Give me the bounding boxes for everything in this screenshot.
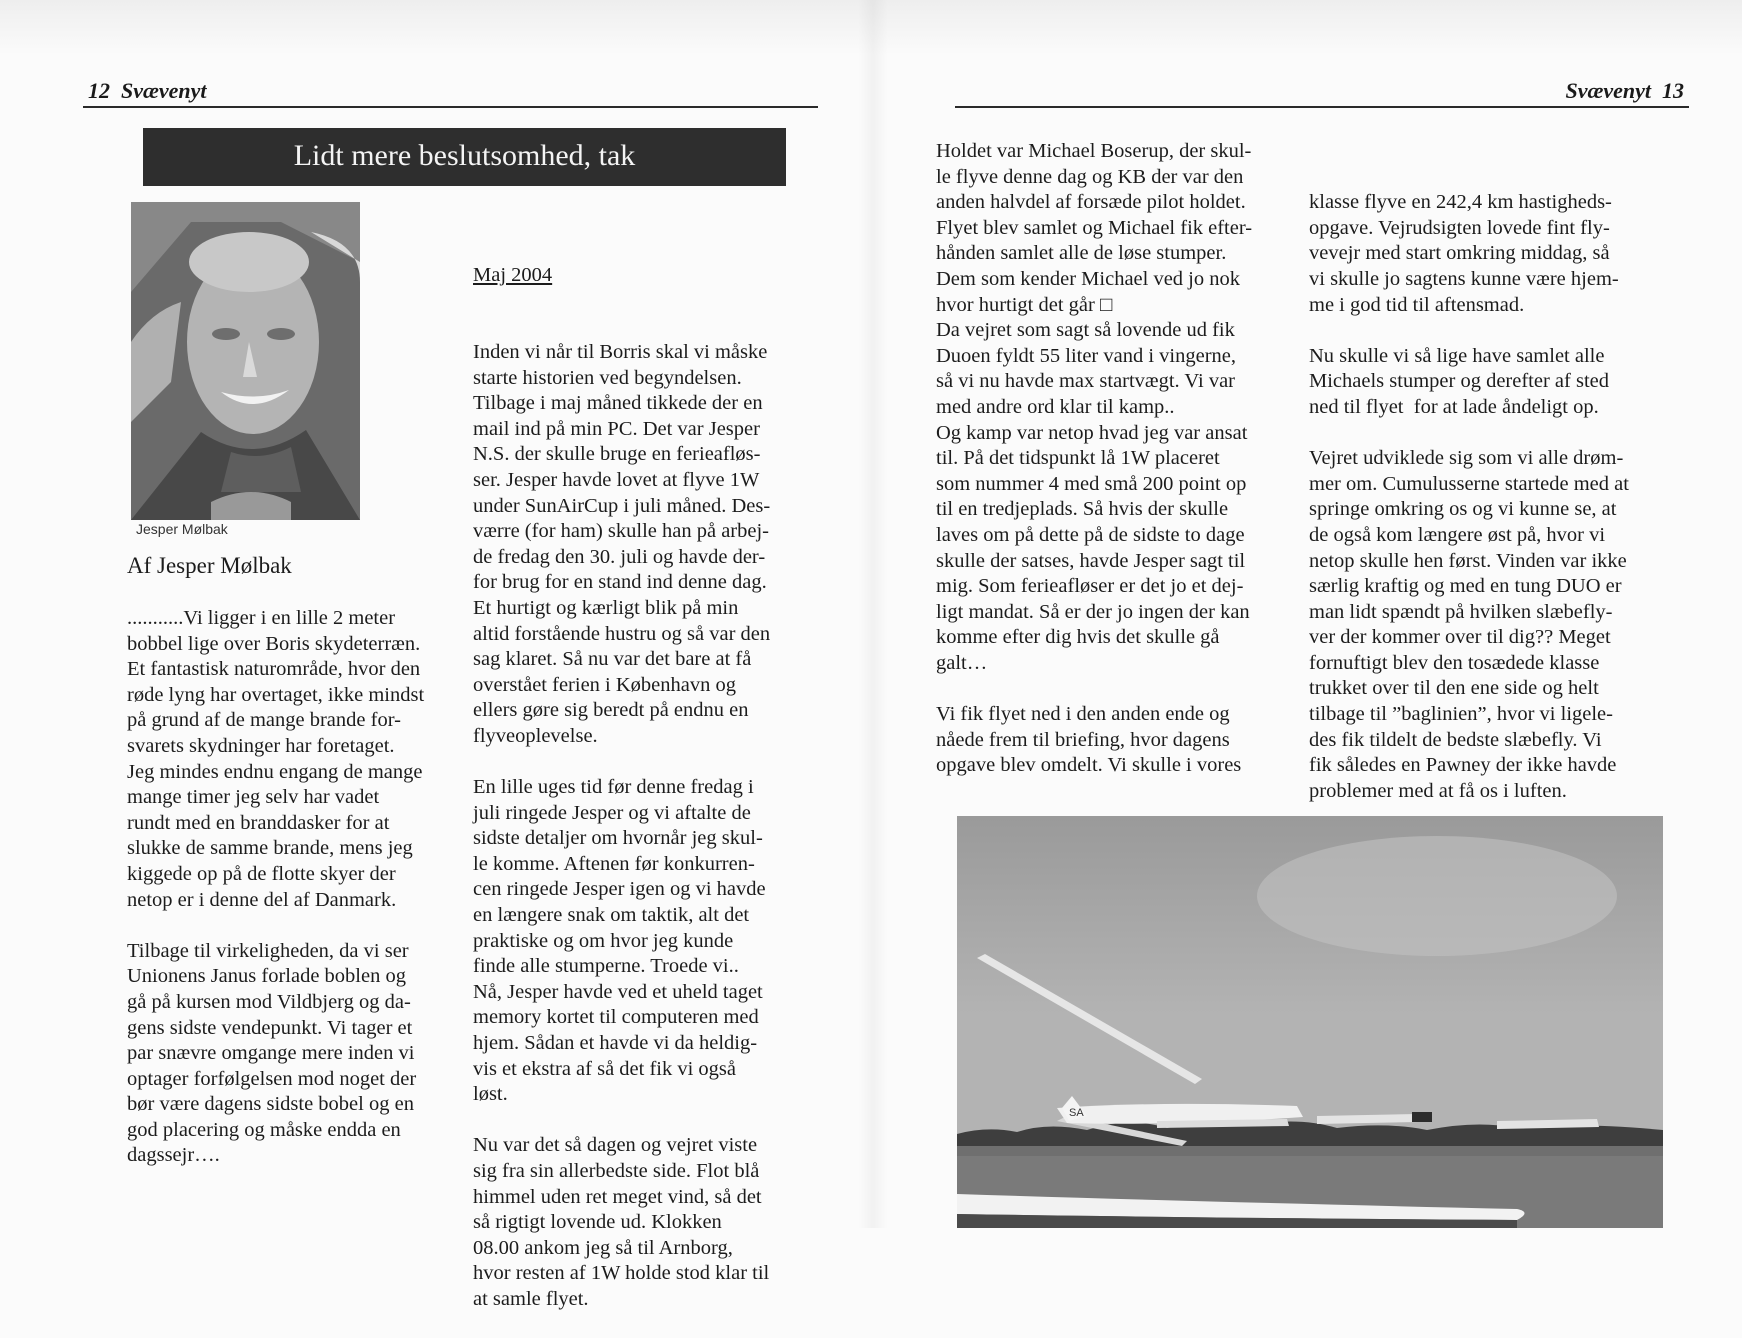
column-2-line: værre (for ham) skulle han på arbej- bbox=[473, 520, 769, 543]
column-4-line: vi skulle jo sagtens kunne være hjem- bbox=[1309, 267, 1619, 290]
column-3-line: laves om på dette på de sidste to dage bbox=[936, 523, 1245, 546]
column-2 bbox=[473, 212, 770, 1338]
column-4-line: opgave. Vejrudsigten lovede fint fly- bbox=[1309, 216, 1610, 239]
section-heading-date: Maj 2004 bbox=[473, 264, 553, 287]
column-2-line: sag klaret. Så nu var det bare at få bbox=[473, 648, 752, 671]
column-3-line: opgave blev omdelt. Vi skulle i vores bbox=[936, 754, 1242, 777]
column-1-line: rundt med en branddasker for at bbox=[127, 811, 390, 834]
article-title: Lidt mere beslutsomhed, tak bbox=[143, 128, 786, 186]
column-2-line: mail ind på min PC. Det var Jesper bbox=[473, 417, 760, 440]
column-2-line: sidste detaljer om hvornår jeg skul- bbox=[473, 827, 763, 850]
column-2-line: En lille uges tid før denne fredag i bbox=[473, 776, 754, 799]
column-3-line: Og kamp var netop hvad jeg var ansat bbox=[936, 421, 1248, 444]
gliders-photo bbox=[957, 816, 1663, 1228]
column-3-line: ligt mandat. Så er der jo ingen der kan bbox=[936, 600, 1250, 623]
column-2-line: under SunAirCup i juli måned. Des- bbox=[473, 494, 771, 517]
column-3-line: komme efter dig hvis det skulle gå bbox=[936, 626, 1220, 649]
column-4-line: springe omkring os og vi kunne se, at bbox=[1309, 498, 1617, 521]
column-2-line: cen ringede Jesper igen og vi havde bbox=[473, 878, 766, 901]
column-2-line: juli ringede Jesper og vi aftalte de bbox=[473, 801, 751, 824]
column-3-line: så vi nu havde max startvægt. Vi var bbox=[936, 370, 1236, 393]
column-3-line: Da vejret som sagt så lovende ud fik bbox=[936, 319, 1235, 342]
column-2-line: en længere snak om taktik, alt det bbox=[473, 904, 750, 927]
column-2-line: Inden vi når til Borris skal vi måske bbox=[473, 340, 768, 363]
portrait-caption: Jesper Mølbak bbox=[136, 521, 228, 537]
column-2-line: at samle flyet. bbox=[473, 1287, 589, 1310]
column-2-line: finde alle stumperne. Troede vi.. bbox=[473, 955, 739, 978]
column-3-line: mig. Som ferieafløser er det jo et dej- bbox=[936, 575, 1244, 598]
left-magazine-name: Svævenyt bbox=[121, 78, 207, 103]
column-2-line: memory kortet til computeren med bbox=[473, 1006, 759, 1029]
column-2-line: så rigtigt lovende ud. Klokken bbox=[473, 1211, 722, 1234]
column-4-line: klasse flyve en 242,4 km hastigheds- bbox=[1309, 191, 1612, 214]
column-2-line: ellers gøre sig beredt på endnu en bbox=[473, 699, 749, 722]
byline: Af Jesper Mølbak bbox=[127, 553, 292, 578]
column-2-line: altid forstående hustru og så var den bbox=[473, 622, 771, 645]
column-2-line: himmel uden ret meget vind, så det bbox=[473, 1185, 762, 1208]
column-1-line: Jeg mindes endnu engang de mange bbox=[127, 760, 423, 783]
right-magazine-name: Svævenyt bbox=[1565, 78, 1651, 103]
column-3-line: anden halvdel af forsæde pilot holdet. bbox=[936, 191, 1246, 214]
column-2-line: N.S. der skulle bruge en ferieafløs- bbox=[473, 443, 761, 466]
left-running-head bbox=[88, 78, 207, 104]
column-2-line: Tilbage i maj måned tikkede der en bbox=[473, 392, 763, 415]
right-page-number: 13 bbox=[1662, 78, 1684, 103]
column-3-line: til. På det tidspunkt lå 1W placeret bbox=[936, 447, 1220, 470]
left-page-number: 12 bbox=[88, 78, 110, 103]
portrait-photo bbox=[131, 202, 360, 520]
column-1-line: bør være dagens sidste bobel og en bbox=[127, 1093, 414, 1116]
column-4-line: fornuftigt blev den tosædede klasse bbox=[1309, 651, 1600, 674]
paragraph-break bbox=[473, 749, 770, 775]
column-2-line: ser. Jesper havde lovet at flyve 1W bbox=[473, 468, 760, 491]
right-running-head bbox=[1565, 78, 1684, 104]
column-4-line: Nu skulle vi så lige have samlet alle bbox=[1309, 344, 1605, 367]
column-3-line: som nummer 4 med små 200 point op bbox=[936, 472, 1247, 495]
column-2-line: de fredag den 30. juli og havde der- bbox=[473, 545, 766, 568]
column-4-line: me i god tid til aftensmad. bbox=[1309, 293, 1525, 316]
column-4-line: des fik tildelt de bedste slæbefly. Vi bbox=[1309, 728, 1602, 751]
page-gutter bbox=[858, 0, 888, 1228]
column-4-line: ned til flyet for at lade åndeligt op. bbox=[1309, 395, 1599, 418]
column-1-line: netop er i denne del af Danmark. bbox=[127, 888, 397, 911]
column-4-line: vevejr med start omkring middag, så bbox=[1309, 242, 1610, 265]
column-3-line: med andre ord klar til kamp.. bbox=[936, 395, 1175, 418]
column-3-line: Vi fik flyet ned i den anden ende og bbox=[936, 703, 1230, 726]
column-4-line: mer om. Cumulusserne startede med at bbox=[1309, 472, 1629, 495]
column-4-line: man lidt spændt på hvilken slæbefly- bbox=[1309, 600, 1613, 623]
column-4-line: særlig kraftig og med en tung DUO er bbox=[1309, 575, 1622, 598]
column-2-line: løst. bbox=[473, 1083, 508, 1106]
column-3-line: Duoen fyldt 55 liter vand i vingerne, bbox=[936, 344, 1237, 367]
column-2-line: Nu var det så dagen og vejret viste bbox=[473, 1134, 758, 1157]
column-4-line: Vejret udviklede sig som vi alle drøm- bbox=[1309, 447, 1624, 470]
column-3-line: galt… bbox=[936, 651, 988, 674]
column-4-line: fik således en Pawney der ikke havde bbox=[1309, 754, 1617, 777]
column-1-line: slukke de samme brande, mens jeg bbox=[127, 837, 413, 860]
column-4-line: ver der kommer over til dig?? Meget bbox=[1309, 626, 1611, 649]
column-3-line: le flyve denne dag og KB der var den bbox=[936, 165, 1244, 188]
column-4-line: tilbage til ”baglinien”, hvor vi ligele- bbox=[1309, 703, 1613, 726]
column-3-line: hvor hurtigt det går □ bbox=[936, 293, 1113, 316]
column-2-line: overstået ferien i København og bbox=[473, 673, 736, 696]
column-2-line: Nå, Jesper havde ved et uheld taget bbox=[473, 980, 763, 1003]
column-2-line: starte historien ved begyndelsen. bbox=[473, 366, 742, 389]
column-1-line: gå på kursen mod Vildbjerg og da- bbox=[127, 990, 411, 1013]
column-1 bbox=[127, 606, 424, 1169]
column-3-line: nåede frem til briefing, hvor dagens bbox=[936, 728, 1230, 751]
column-1-line: ...........Vi ligger i en lille 2 meter bbox=[127, 607, 396, 629]
paragraph-break bbox=[1309, 318, 1629, 344]
column-4-line: Michaels stumper og derefter af sted bbox=[1309, 370, 1609, 393]
paragraph-break bbox=[127, 913, 424, 939]
paragraph-break bbox=[936, 676, 1252, 702]
paragraph-break bbox=[473, 1108, 770, 1134]
column-1-line: svarets skydninger har foretaget. bbox=[127, 734, 395, 757]
column-3-line: til en tredjeplads. Så hvis der skulle bbox=[936, 498, 1229, 521]
column-3-line: skulle der satses, havde Jesper sagt til bbox=[936, 549, 1246, 572]
column-1-line: på grund af de mange brande for- bbox=[127, 709, 401, 732]
column-3-line: hånden samlet alle de løse stumper. bbox=[936, 242, 1227, 265]
column-1-line: kiggede op på de flotte skyer der bbox=[127, 862, 396, 885]
column-1-line: Tilbage til virkeligheden, da vi ser bbox=[127, 939, 409, 962]
column-2-line: praktiske og om hvor jeg kunde bbox=[473, 929, 734, 952]
left-header-rule bbox=[83, 106, 818, 108]
column-1-line: mange timer jeg selv har vadet bbox=[127, 786, 380, 809]
column-1-line: par snævre omgange mere inden vi bbox=[127, 1042, 415, 1065]
column-1-line: optager forfølgelsen mod noget der bbox=[127, 1067, 417, 1090]
column-1-line: Et fantastisk naturområde, hvor den bbox=[127, 658, 421, 681]
column-1-line: god placering og måske endda en bbox=[127, 1118, 401, 1141]
column-4-line: problemer med at få os i luften. bbox=[1309, 779, 1567, 802]
column-2-line: sig fra sin allerbedste side. Flot blå bbox=[473, 1159, 760, 1182]
column-2-line: Et hurtigt og kærligt blik på min bbox=[473, 596, 739, 619]
glider-tail-marking: SA bbox=[1069, 1107, 1084, 1119]
column-1-line: Unionens Janus forlade boblen og bbox=[127, 965, 406, 988]
column-2-line: for brug for en stand ind denne dag. bbox=[473, 571, 767, 594]
column-4-line: de også kom længere øst på, hvor vi bbox=[1309, 523, 1606, 546]
column-4-line: trukket over til den ene side og helt bbox=[1309, 677, 1599, 700]
column-2-line: le komme. Aftenen før konkurren- bbox=[473, 852, 755, 875]
column-2-line: 08.00 ankom jeg så til Arnborg, bbox=[473, 1236, 733, 1259]
column-2-line: vis et ekstra af så det fik vi også bbox=[473, 1057, 737, 1080]
column-3-line: Flyet blev samlet og Michael fik efter- bbox=[936, 216, 1253, 239]
column-1-line: bobbel lige over Boris skydeterræn. bbox=[127, 632, 421, 655]
right-header-rule bbox=[955, 106, 1689, 108]
column-4-line: netop skulle hen først. Vinden var ikke bbox=[1309, 549, 1627, 572]
column-1-line: gens sidste vendepunkt. Vi tager et bbox=[127, 1016, 413, 1039]
column-3-line: Holdet var Michael Boserup, der skul- bbox=[936, 140, 1252, 162]
column-2-line: hjem. Sådan et havde vi da heldig- bbox=[473, 1032, 758, 1054]
column-4 bbox=[1309, 139, 1629, 907]
paragraph-break bbox=[1309, 421, 1629, 447]
column-1-line: dagssejr…. bbox=[127, 1144, 220, 1167]
column-2-line: hvor resten af 1W holde stod klar til bbox=[473, 1262, 770, 1285]
column-3 bbox=[936, 139, 1252, 779]
column-3-line: Dem som kender Michael ved jo nok bbox=[936, 267, 1241, 290]
column-1-line: røde lyng har overtaget, ikke mindst bbox=[127, 683, 425, 706]
column-2-line: flyveoplevelse. bbox=[473, 724, 598, 747]
